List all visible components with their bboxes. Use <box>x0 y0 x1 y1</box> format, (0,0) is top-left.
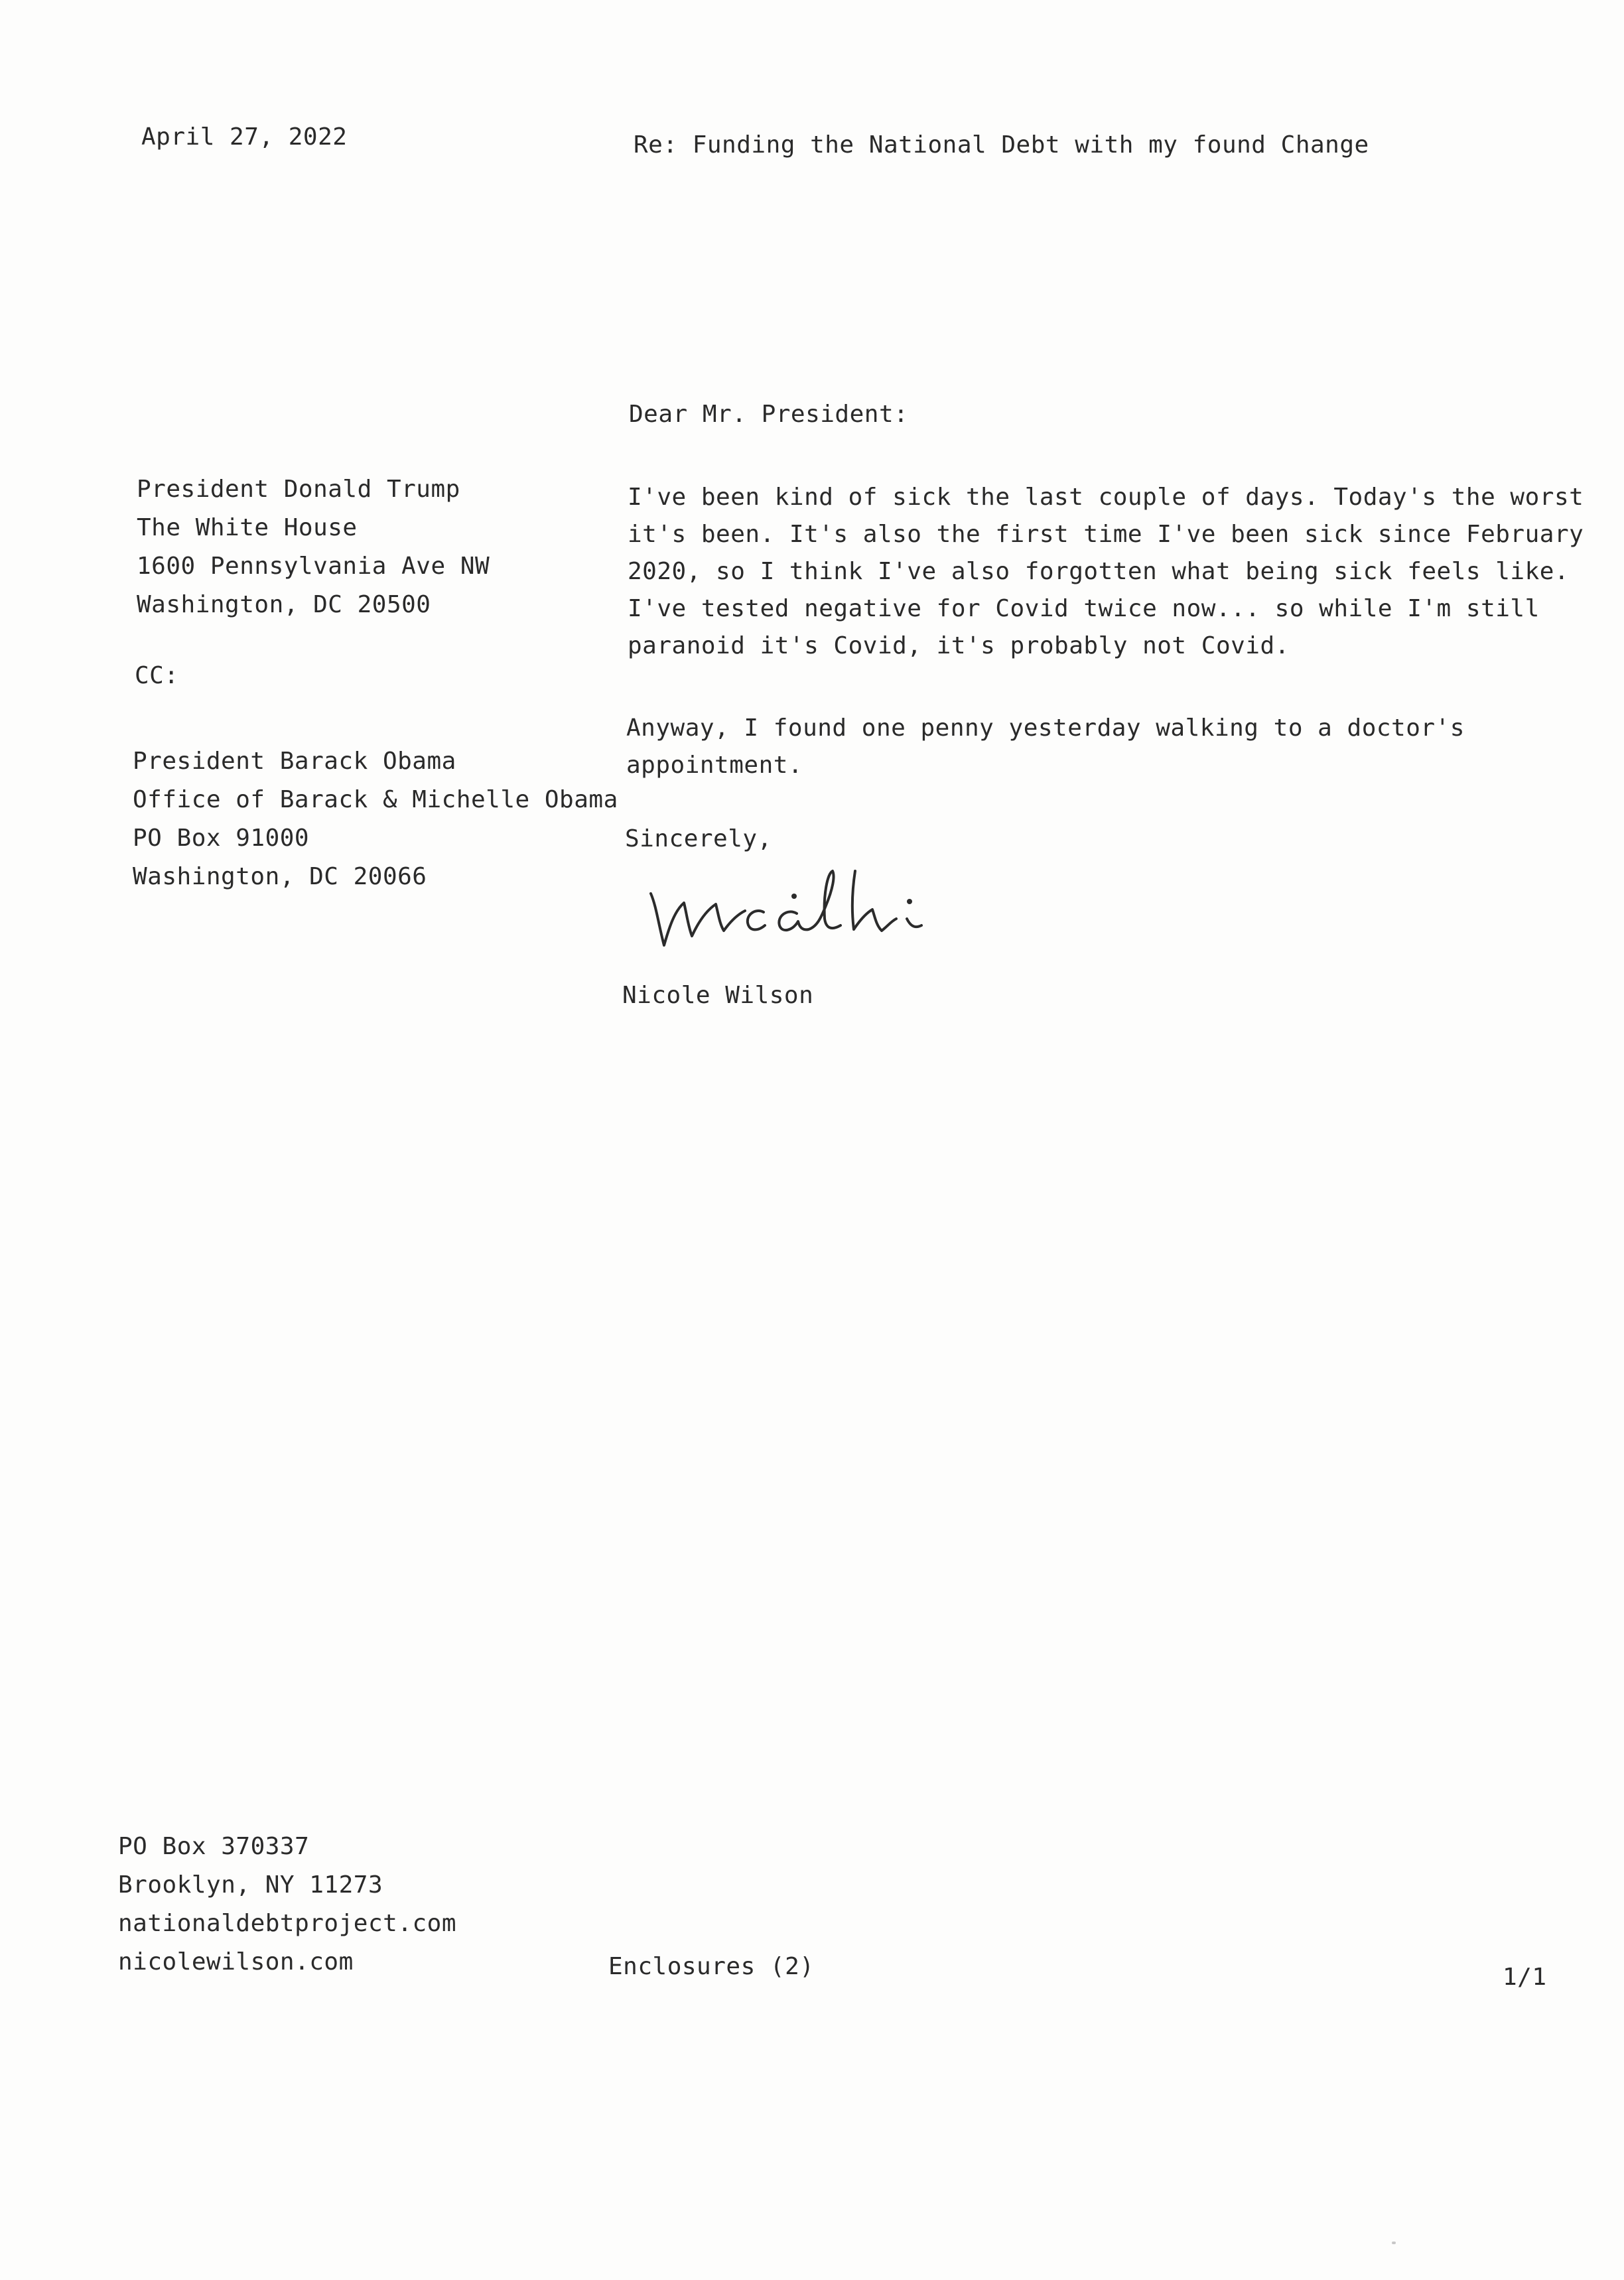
sender-address <box>118 1828 456 1981</box>
cc-line: Office of Barack & Michelle Obama <box>133 786 618 813</box>
sender-line: nicolewilson.com <box>118 1948 354 1976</box>
cc-line: President Barack Obama <box>133 748 456 775</box>
cc-label: CC: <box>135 662 179 689</box>
closing: Sincerely, <box>625 825 772 852</box>
body-line: it's been. It's also the first time I've been sick since February <box>628 521 1584 548</box>
handwritten-signature-icon <box>647 852 992 959</box>
letter-subject: Re: Funding the National Debt with my found Change <box>634 131 1369 159</box>
recipient-line: President Donald Trump <box>137 476 460 503</box>
sender-line: Brooklyn, NY 11273 <box>118 1871 383 1899</box>
body-paragraph-2 <box>626 710 1465 784</box>
letter-date: April 27, 2022 <box>141 123 348 151</box>
scan-artifact <box>1392 2242 1396 2244</box>
body-paragraph-1 <box>628 479 1584 665</box>
signer-name: Nicole Wilson <box>622 982 814 1009</box>
cc-line: Washington, DC 20066 <box>133 863 427 890</box>
body-line: 2020, so I think I've also forgotten what being sick feels like. <box>628 558 1570 585</box>
page-number: 1/1 <box>1503 1964 1547 1991</box>
recipient-line: The White House <box>137 514 358 541</box>
cc-address <box>133 742 618 896</box>
cc-line: PO Box 91000 <box>133 825 310 852</box>
body-line: paranoid it's Covid, it's probably not Covid. <box>628 632 1290 659</box>
salutation: Dear Mr. President: <box>629 401 909 428</box>
enclosures-note: Enclosures (2) <box>608 1953 815 1980</box>
body-line: I've been kind of sick the last couple of days. Today's the worst <box>628 484 1584 511</box>
body-line: appointment. <box>626 752 803 779</box>
sender-line: nationaldebtproject.com <box>118 1910 456 1937</box>
body-line: I've tested negative for Covid twice now... so while I'm still <box>628 595 1540 622</box>
recipient-line: Washington, DC 20500 <box>137 591 431 618</box>
sender-line: PO Box 370337 <box>118 1833 310 1860</box>
recipient-address <box>137 470 490 624</box>
body-line: Anyway, I found one penny yesterday walking to a doctor's <box>626 714 1465 742</box>
recipient-line: 1600 Pennsylvania Ave NW <box>137 553 490 580</box>
